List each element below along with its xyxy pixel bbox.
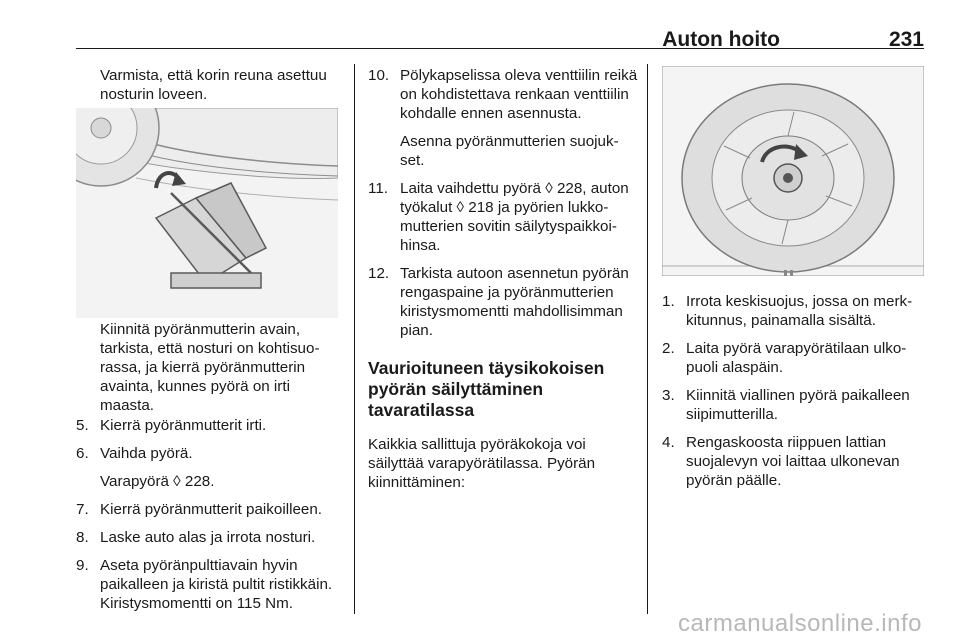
column-divider-1 <box>354 64 355 614</box>
col3-list <box>662 292 928 499</box>
list-number: 11. <box>368 180 388 197</box>
col1-list <box>76 416 346 622</box>
list-number: 7. <box>76 501 89 518</box>
list-item-note <box>368 132 638 170</box>
list-number: 1. <box>662 293 675 310</box>
header-rule <box>76 48 924 49</box>
list-text: Rengaskoosta riippuen lattian suojalevyn voi laittaa ulkonevan pyörän päälle. <box>686 434 900 489</box>
list-text: Vaihda pyörä. <box>100 445 193 462</box>
watermark: carmanualsonline.info <box>678 610 922 637</box>
list-number: 8. <box>76 529 89 546</box>
list-number: 10. <box>368 67 390 84</box>
list-number: 6. <box>76 445 89 462</box>
list-text: Irrota keskisuojus, jossa on merkkitunnus, painamalla sisältä. <box>686 293 913 329</box>
list-text: Asenna pyöränmutterien suojukset. <box>400 133 619 169</box>
list-item <box>662 433 928 490</box>
list-text: Tarkista autoon asennetun pyörän rengaspaine ja pyöränmutterien kiristysmomentti mahdollisimman pian. <box>400 265 629 339</box>
section-title: Auton hoito <box>662 28 780 51</box>
spare-wheel-illustration <box>662 66 924 276</box>
list-text: Pölykapselissa oleva venttiilin reikä on kohdistettava renkaan venttiilin kohdalle ennen asennusta. <box>400 67 638 122</box>
spare-wheel-image <box>662 66 924 276</box>
list-item <box>76 556 346 613</box>
list-text: Kierrä pyöränmutterit paikoilleen. <box>100 501 323 518</box>
list-number: 12. <box>368 265 390 282</box>
list-number: 3. <box>662 387 675 404</box>
car-jack-image <box>76 108 338 318</box>
list-item <box>76 500 346 519</box>
col1-intro: Varmista, että korin reuna asettuu nosturin loveen. <box>100 67 327 103</box>
col1-after-image: Kiinnitä pyöränmutterin avain, tarkista, että nosturi on kohtisuorassa, ja kierrä pyöränmutterin avainta, kunnes pyörä on irti maasta. <box>100 321 320 414</box>
list-text: Kierrä pyöränmutterit irti. <box>100 417 267 434</box>
list-number: 4. <box>662 434 675 451</box>
section-heading: Vaurioituneen täysikokoisen pyörän säilyttäminen tavaratilassa <box>368 358 605 420</box>
list-item <box>368 66 638 123</box>
list-number: 9. <box>76 557 89 574</box>
list-item <box>76 416 346 435</box>
list-item-note <box>76 472 346 491</box>
list-text: Laske auto alas ja irrota nosturi. <box>100 529 316 546</box>
column-divider-2 <box>647 64 648 614</box>
list-item <box>76 444 346 463</box>
list-item <box>368 179 638 255</box>
list-item <box>76 528 346 547</box>
list-item <box>662 292 928 330</box>
section-paragraph: Kaikkia sallittuja pyöräkokoja voi säilyttää varapyörätilassa. Pyörän kiinnittäminen: <box>368 436 596 491</box>
list-item <box>368 264 638 340</box>
list-item <box>662 386 928 424</box>
list-text: Aseta pyöränpulttiavain hyvin paikalleen ja kiristä pultit ristikkäin. Kiristysmomentti on 115 Nm. <box>100 557 333 612</box>
list-text: Varapyörä ◊ 228. <box>100 473 215 490</box>
list-item <box>662 339 928 377</box>
list-text: Kiinnitä viallinen pyörä paikalleen siipimutterilla. <box>686 387 910 423</box>
col2-content <box>368 66 638 501</box>
list-text: Laita vaihdettu pyörä ◊ 228, auton työkalut ◊ 218 ja pyörien lukkomutterien sovitin säilytyspaikkoihinsa. <box>400 180 629 254</box>
list-number: 2. <box>662 340 675 357</box>
page-number: 231 <box>888 28 924 51</box>
list-text: Laita pyörä varapyörätilaan ulkopuoli alaspäin. <box>686 340 907 376</box>
jack-illustration <box>76 108 338 318</box>
list-number: 5. <box>76 417 89 434</box>
